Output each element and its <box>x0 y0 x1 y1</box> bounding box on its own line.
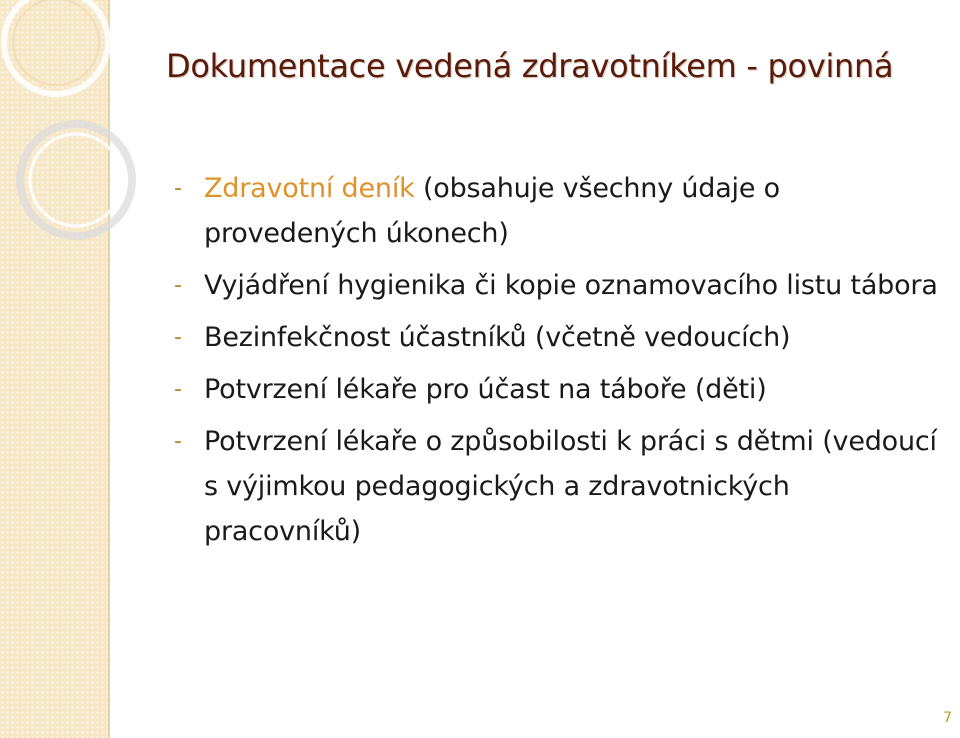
bullet-dash: - <box>174 273 182 298</box>
bullet-dash: - <box>174 377 182 402</box>
decorative-circles <box>0 0 160 260</box>
list-item <box>166 263 946 308</box>
list-item <box>166 419 946 554</box>
list-item <box>166 166 946 256</box>
list-item-text: (obsahuje všechny údaje o provedených úkonech) <box>204 173 780 249</box>
page-number: 7 <box>943 710 952 726</box>
list-item-text: Vyjádření hygienika či kopie oznamovacího listu tábora <box>204 270 938 301</box>
highlighted-term: Zdravotní deník <box>204 173 415 204</box>
list-item-text: Bezinfekčnost účastníků (včetně vedoucích) <box>204 322 791 353</box>
bullet-dash: - <box>174 176 182 201</box>
list-item-text: Potvrzení lékaře o způsobilosti k práci s dětmi (vedoucí s výjimkou pedagogických a zdravotnických pracovníků) <box>204 426 937 547</box>
bullet-dash: - <box>174 325 182 350</box>
bullet-list <box>166 166 946 554</box>
list-item <box>166 315 946 360</box>
list-item-text: Potvrzení lékaře pro účast na táboře (děti) <box>204 374 767 405</box>
slide-title: Dokumentace vedená zdravotníkem - povinná <box>166 47 894 85</box>
list-item <box>166 367 946 412</box>
bullet-dash: - <box>174 429 182 454</box>
